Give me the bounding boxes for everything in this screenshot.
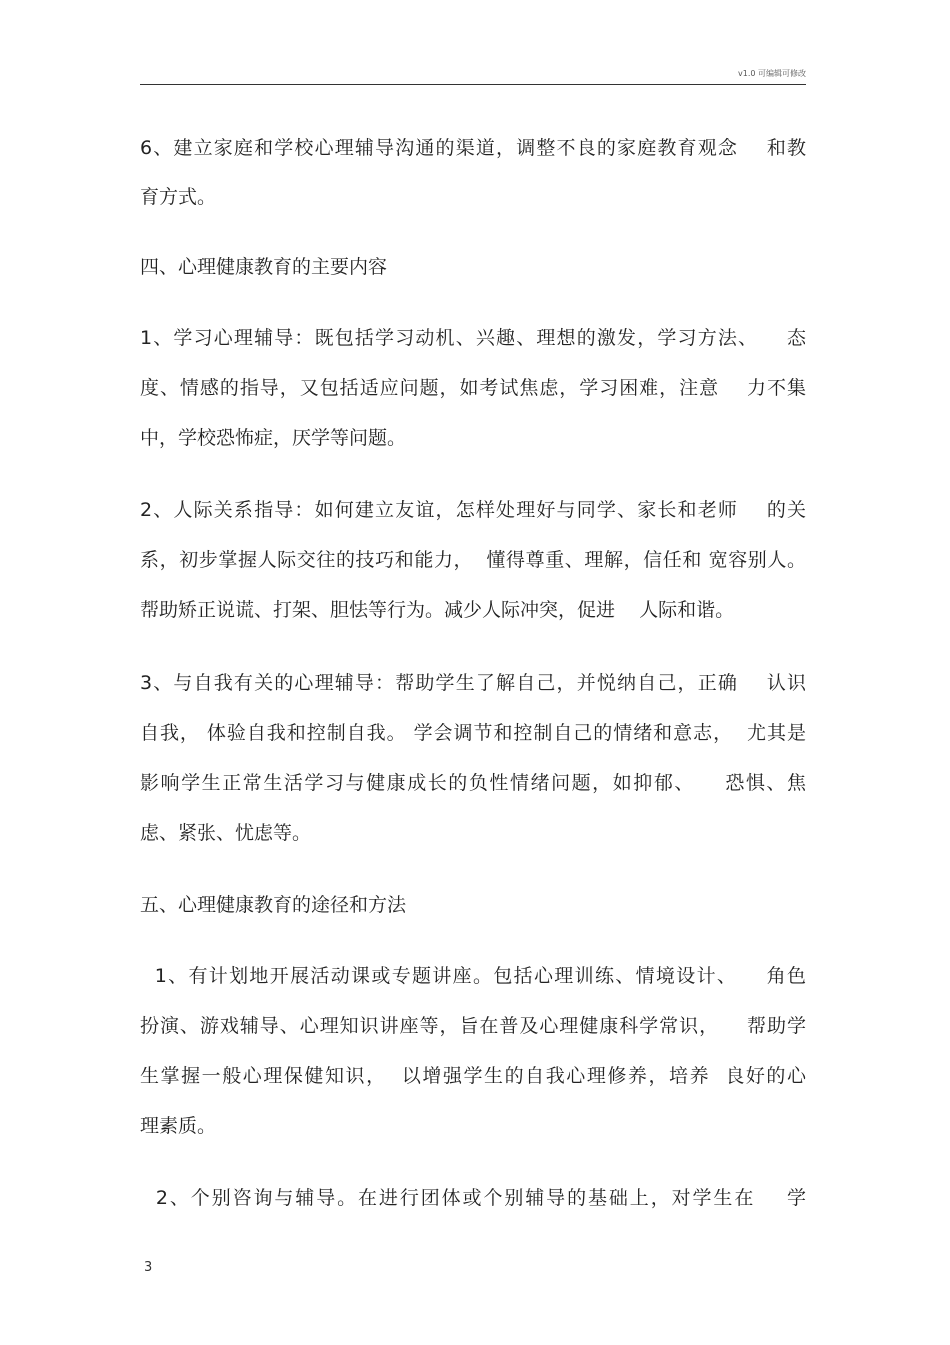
text-line: 1、有计划地开展活动课或专题讲座。包括心理训练、情境设计、 角色: [140, 965, 806, 987]
text-line: 生掌握一般心理保健知识， 以增强学生的自我心理修养，培养 良好的心: [140, 1065, 806, 1087]
text-line: 理素质。: [140, 1115, 217, 1137]
text-line: 帮助矫正说谎、打架、胆怯等行为。减少人际冲突，促进 人际和谐。: [140, 599, 735, 621]
text-line: 育方式。: [140, 186, 217, 208]
text-line: 扮演、游戏辅导、心理知识讲座等，旨在普及心理健康科学常识， 帮助学: [140, 1015, 806, 1037]
text-line: 自我， 体验自我和控制自我。 学会调节和控制自己的情绪和意志， 尤其是: [140, 722, 806, 744]
header-version-note: v1.0 可编辑可修改: [738, 69, 806, 78]
text-line: 3、与自我有关的心理辅导：帮助学生了解自己，并悦纳自己，正确 认识: [140, 672, 806, 694]
text-line: 2、个别咨询与辅导。在进行团体或个别辅导的基础上，对学生在 学: [140, 1187, 806, 1209]
text-line: 影响学生正常生活学习与健康成长的负性情绪问题，如抑郁、 恐惧、焦: [140, 772, 806, 794]
section-heading: 五、心理健康教育的途径和方法: [140, 894, 407, 916]
page-number: 3: [144, 1260, 153, 1275]
text-line: 2、人际关系指导：如何建立友谊，怎样处理好与同学、家长和老师 的关: [140, 499, 806, 521]
header-rule: [140, 84, 806, 85]
section-heading: 四、心理健康教育的主要内容: [140, 256, 388, 278]
text-line: 6、建立家庭和学校心理辅导沟通的渠道，调整不良的家庭教育观念 和教: [140, 137, 806, 159]
text-line: 1、学习心理辅导：既包括学习动机、兴趣、理想的激发，学习方法、 态: [140, 327, 806, 349]
text-line: 虑、紧张、忧虑等。: [140, 822, 312, 844]
text-line: 系，初步掌握人际交往的技巧和能力， 懂得尊重、理解，信任和 宽容别人。: [140, 549, 806, 571]
text-line: 度、情感的指导，又包括适应问题，如考试焦虑，学习困难，注意 力不集: [140, 377, 806, 399]
text-line: 中，学校恐怖症，厌学等问题。: [140, 427, 407, 449]
